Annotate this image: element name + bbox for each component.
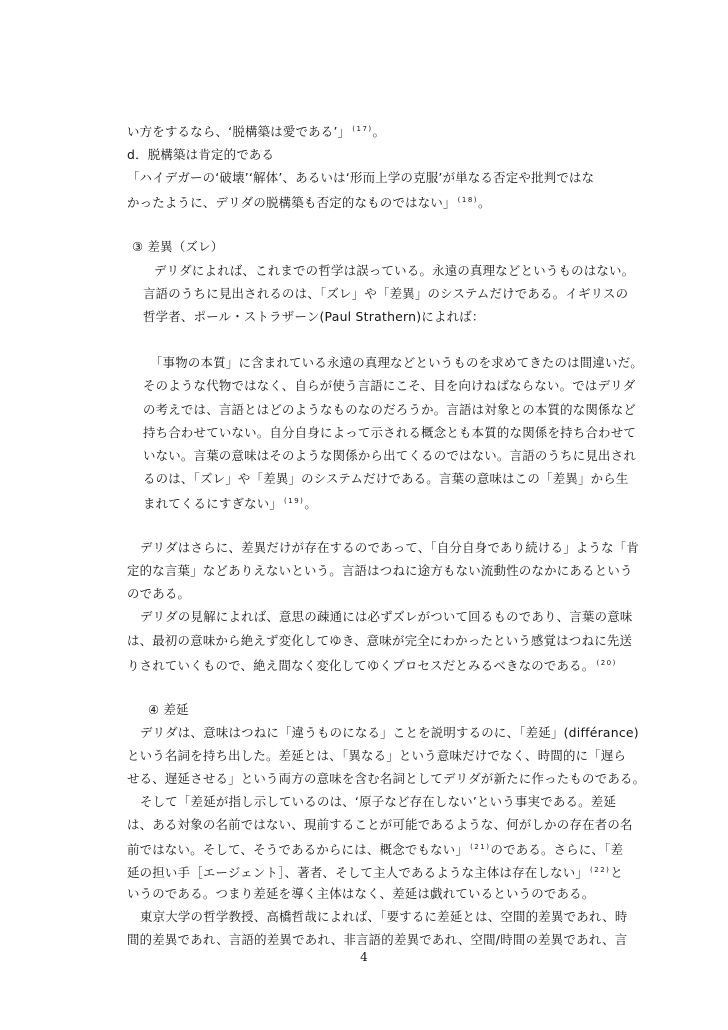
text-line: 「ハイデガーの‘破壊’‘解体’、あるいは‘形而上学の克服’が単なる否定や批判ではな [127,170,595,185]
quote-line: 持ち合わせていない。自分自身によって示される概念とも本質的な関係を持ち合わせて [143,425,636,440]
footnote-marker: (21) [470,843,491,851]
text-line: という名詞を持ち出した。差延とは、「異なる」という意味だけでなく、時間的に「遅ら [127,748,627,763]
text-line: りされていくもので、絶え間なく変化してゆくプロセスだとみるべきなのである。 $^{(20)}$ [127,658,617,673]
text-line: かったように、デリダの脱構築も否定的なものではない」 $^{(18)}$。 [127,195,491,210]
text-line: いうのである。つまり差延を導く主体はなく、差延は戯れているというのである。 [127,886,595,901]
page-number: 4 [360,950,368,964]
text-line: デリダは、意味はつねに「違うものになる」ことを説明するのに、「差延」(différance) [140,725,639,740]
text-line: デリダによれば、これまでの哲学は誤っている。永遠の真理などというものはない。 [154,263,635,278]
section-heading: d．脱構築は肯定的である [127,147,275,162]
quote-line: るのは、「ズレ」や「差異」のシステムだけである。言葉の意味はこの「差異」から生 [143,471,629,486]
text-line: デリダの見解によれば、意思の疎通には必ずズレがついて回るものであり、言葉の意味 [140,609,633,624]
text-line: デリダはさらに、差異だけが存在するのであって、「自分自身であり続ける」ような「肯 [140,540,640,555]
quote-line: の考えでは、言語とはどのようなものなのだろうか。言語は対象との本質的な関係など [143,402,636,417]
text-line: そして「差延が指し示しているのは、‘原子など存在しない’という事実である。差延 [140,794,617,809]
text-line: 前ではない。そして、そうであるからには、概念でもない」 $^{(21)}$のである。さらに、「差 [127,842,624,857]
text-line: 定的な言葉」などありえないという。言語はつねに途方もない流動性のなかにあるという [127,563,633,578]
quote-line: まれてくるにすぎない」 $^{(19)}$。 [143,496,318,511]
footnote-marker: (18) [457,196,479,204]
quote-line: いない。言葉の意味はそのような関係から出てくるのではない。言語のうちに見出され [143,448,636,463]
text-line: 言語のうちに見出されるのは、「ズレ」や「差異」のシステムだけである。イギリスの [143,286,629,301]
text-line: は、ある対象の名前ではない、現前することが可能であるような、何がしかの存在者の名 [127,817,633,832]
text-line: 間的差異であれ、言語的差異であれ、非言語的差異であれ、空間/時間の差異であれ、言 [127,932,628,947]
text-line: い方をするなら、‘脱構築は愛である’」 $^{(17)}$。 [127,124,386,139]
text-line: 哲学者、ポール・ストラザーン(Paul Strathern)によれば： [143,309,485,324]
text-line: 延の担い手［エージェント］、著者、そして主人であるような主体は存在しない」 $^{(22)}$と [127,865,624,880]
footnote-marker: (22) [590,866,611,874]
footnote-marker: (17) [352,125,373,133]
quote-line: そのような代物ではなく、自らが使う言語にこそ、目を向けねばならない。ではデリダ [143,378,636,393]
text-line: のである。 [127,586,191,601]
text-line: せる、遅延させる」という両方の意味を含む名詞としてデリダが新たに作ったものである。 [127,771,646,786]
quote-line: 「事物の本質」に含まれている永遠の真理などというものを求めてきたのは間違いだ。 [150,355,643,370]
section-heading: ③ 差異（ズレ） [132,239,224,254]
text-line: 東京大学の哲学教授、高橋哲哉によれば、「要するに差延とは、空間的差異であれ、時 [140,909,628,924]
section-heading: ④ 差延 [148,702,189,717]
text-line: は、最初の意味から絶えず変化してゆき、意味が完全にわかったという感覚はつねに先送 [127,633,633,648]
footnote-marker: (20) [596,659,617,667]
footnote-marker: (19) [284,497,305,505]
